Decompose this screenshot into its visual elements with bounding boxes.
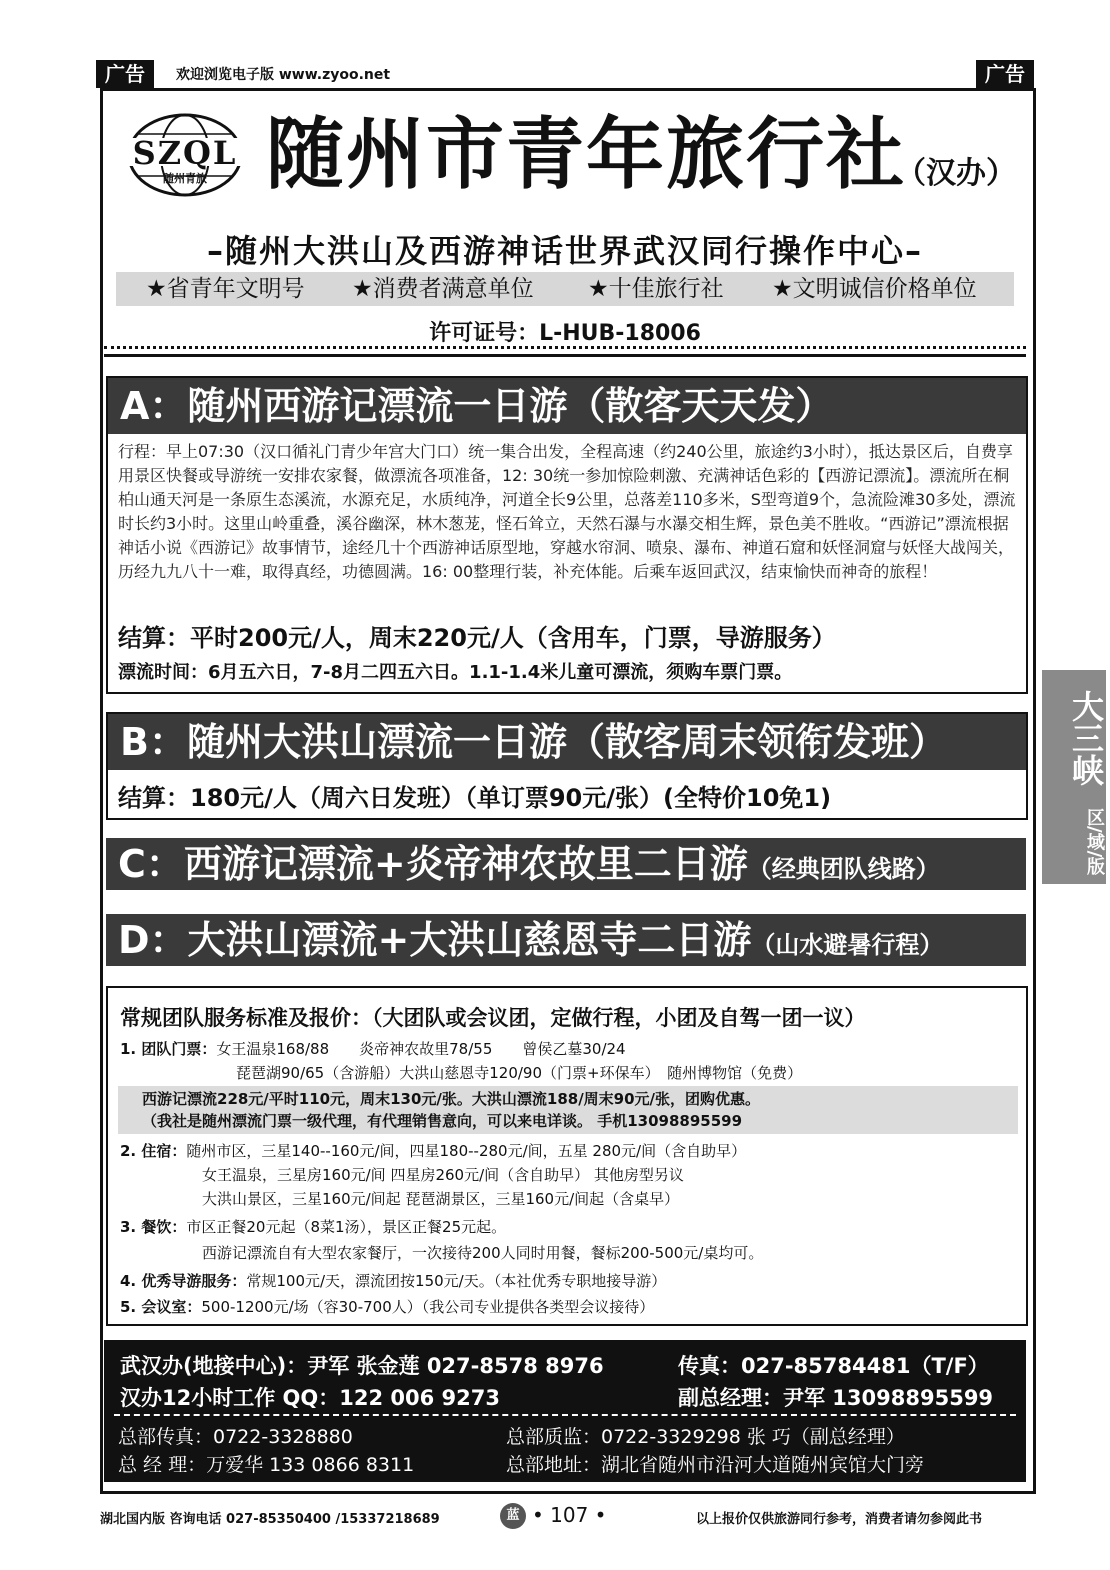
company-tagline: –随州大洪山及西游神话世界武汉同行操作中心– bbox=[206, 232, 923, 270]
tour-b-box bbox=[106, 712, 1028, 820]
tour-d-title: D：大洪山漂流+大洪山慈恩寺二日游（山水避暑行程） bbox=[106, 914, 1026, 966]
footer-right: 以上报价仅供旅游同行参考，消费者请勿参阅此书 bbox=[696, 1512, 983, 1527]
qq-contact: 汉办12小时工作 QQ：122 006 9273 bbox=[120, 1386, 500, 1410]
lodging-line2: 女王温泉，三星房160元/间 四星房260元/间（含自助早） 其他房型另议 bbox=[202, 1166, 684, 1184]
honor-item: ★消费者满意单位 bbox=[352, 276, 534, 302]
hq-manager: 总 经 理：万爱华 133 0866 8311 bbox=[118, 1454, 415, 1476]
tour-a-itinerary: 行程：早上07:30（汉口循礼门青少年宫大门口）统一集合出发，全程高速（约240公里，旅途约3小时），抵达景区后，自费享用景区快餐或导游统一安排农家餐，做漂流各项准备，12: 30统一参加惊险刺激、充满神话色彩的【西游记漂流】。漂流所在桐柏山通天河是一条原生态溪流，水源充足，水质纯净，河道全长9公里，总落差110多米，S型弯道9个，急流险滩30多处，漂流时长约3小时。这里山岭重叠，溪谷幽深，林木葱茏，怪石耸立，天然石瀑与水瀑交相生辉，景色美不胜收。“西游记”漂流根据神话小说《西游记》故事情节，途经几十个西游神话原型地，穿越水帘洞、喷泉、瀑布、神道石窟和妖怪洞窟与妖怪大战闯关，历经九九八十一难，取得真经，功德圆满。16: 00整理行装，补充体能。后乘车返回武汉，结束愉快而神奇的旅程！ bbox=[118, 442, 1016, 581]
tour-c-note: （经典团队线路） bbox=[747, 855, 940, 883]
tour-a-price: 结算：平时200元/人，周末220元/人（含用车，门票，导游服务） bbox=[118, 624, 836, 652]
tickets-row bbox=[120, 1038, 626, 1060]
page-badge-icon: 蓝 bbox=[500, 1503, 526, 1529]
ticket-highlight-band bbox=[118, 1086, 1018, 1134]
ad-tag-right: 广告 bbox=[976, 60, 1034, 88]
lodging-label: 2. 住宿： bbox=[120, 1142, 187, 1160]
honor-item: ★省青年文明号 bbox=[146, 276, 305, 302]
region-side-tab bbox=[1042, 670, 1106, 884]
meals-line1: 市区正餐20元起（8菜1汤），景区正餐25元起。 bbox=[186, 1218, 507, 1236]
contact-block bbox=[104, 1340, 1026, 1482]
wuhan-office-contact: 武汉办(地接中心)：尹军 张金莲 027-8578 8976 bbox=[120, 1354, 604, 1378]
hq-fax: 总部传真：0722-3328880 bbox=[118, 1426, 353, 1448]
meeting-text: 500-1200元/场（容30-700人）（我公司专业提供各类型会议接待） bbox=[201, 1298, 655, 1316]
guide-label: 4. 优秀导游服务： bbox=[120, 1272, 247, 1290]
logo-text: SZQL bbox=[132, 134, 238, 172]
logo bbox=[110, 112, 260, 198]
ad-tag-left: 广告 bbox=[96, 60, 154, 88]
honor-item: ★十佳旅行社 bbox=[588, 276, 724, 302]
tour-b-title: B：随州大洪山漂流一日游（散客周末领衔发班） bbox=[108, 714, 1026, 770]
tour-b-price: 结算：180元/人（周六日发班）（单订票90元/张）(全特价10免1) bbox=[118, 784, 832, 812]
contact-divider bbox=[114, 1414, 1016, 1416]
deputy-manager-contact: 副总经理：尹军 13098895599 bbox=[678, 1386, 994, 1410]
meeting-label: 5. 会议室： bbox=[120, 1298, 202, 1316]
meals-line2: 西游记漂流自有大型农家餐厅，一次接待200人同时用餐，餐标200-500元/桌均可。 bbox=[202, 1244, 764, 1262]
solid-divider bbox=[104, 354, 1026, 357]
tickets-label: 1. 团队门票： bbox=[120, 1040, 217, 1058]
footer-left: 湖北国内版 咨询电话 027-85350400 /15337218689 bbox=[100, 1512, 440, 1527]
fax-contact: 传真：027-85784481（T/F） bbox=[678, 1354, 989, 1378]
honors-bar bbox=[116, 272, 1014, 306]
lodging-row bbox=[120, 1140, 746, 1162]
meals-label: 3. 餐饮： bbox=[120, 1218, 187, 1236]
dotted-divider bbox=[104, 346, 1026, 349]
license-number: 许可证号：L-HUB-18006 bbox=[429, 321, 701, 346]
tour-a-title: A：随州西游记漂流一日游（散客天天发） bbox=[108, 378, 1026, 434]
lodging-line1: 随州市区，三星140--160元/间，四星180--280元/间，五星 280元/间（含自助早） bbox=[186, 1142, 747, 1160]
tour-c-title: C：西游记漂流+炎帝神农故里二日游（经典团队线路） bbox=[106, 838, 1026, 890]
lodging-line3: 大洪山景区，三星160元/间起 琵琶湖景区，三星160元/间起（含桌早） bbox=[202, 1190, 680, 1208]
website-link[interactable]: 欢迎浏览电子版 www.zyoo.net bbox=[176, 67, 391, 83]
guide-text: 常规100元/天，漂流团按150元/天。（本社优秀专职地接导游） bbox=[246, 1272, 667, 1290]
side-tab-subtitle: 区/域/版 bbox=[1084, 808, 1105, 876]
guide-row bbox=[120, 1270, 666, 1292]
tour-d-note: （山水避暑行程） bbox=[751, 931, 944, 959]
highlight-line1: 西游记漂流228元/平时110元，周末130元/张。大洪山漂流188/周末90元/张，团购优惠。 bbox=[142, 1090, 761, 1108]
meals-row bbox=[120, 1216, 506, 1238]
services-box bbox=[106, 986, 1028, 1326]
hq-quality: 总部质监：0722-3329298 张 巧（副总经理） bbox=[506, 1426, 905, 1448]
tour-a-rafting-time: 漂流时间：6月五六日，7-8月二四五六日。1.1-1.4米儿童可漂流，须购车票门票。 bbox=[118, 662, 793, 683]
company-branch: （汉办） bbox=[896, 156, 1016, 191]
logo-subtext: 随州青旅 bbox=[163, 172, 207, 185]
tour-a-box bbox=[106, 376, 1028, 694]
tickets-line2: 琵琶湖90/65（含游船）大洪山慈恩寺120/90（门票+环保车） 随州博物馆（免费） bbox=[236, 1064, 803, 1082]
page-number: • 107 • bbox=[532, 1503, 607, 1527]
hq-address: 总部地址：湖北省随州市沿河大道随州宾馆大门旁 bbox=[506, 1454, 925, 1476]
side-tab-title: 大三峡 bbox=[1067, 690, 1105, 786]
tickets-line1: 女王温泉168/88 炎帝神农故里78/55 曾侯乙墓30/24 bbox=[216, 1040, 626, 1058]
meeting-row bbox=[120, 1296, 654, 1318]
services-heading: 常规团队服务标准及报价：（大团队或会议团，定做行程，小团及自驾一团一议） bbox=[120, 1006, 866, 1030]
honor-item: ★文明诚信价格单位 bbox=[772, 276, 977, 302]
highlight-line2: （我社是随州漂流门票一级代理，有代理销售意向，可以来电详谈。 手机13098895599 bbox=[142, 1112, 743, 1130]
company-name: 随州市青年旅行社 bbox=[266, 110, 907, 200]
